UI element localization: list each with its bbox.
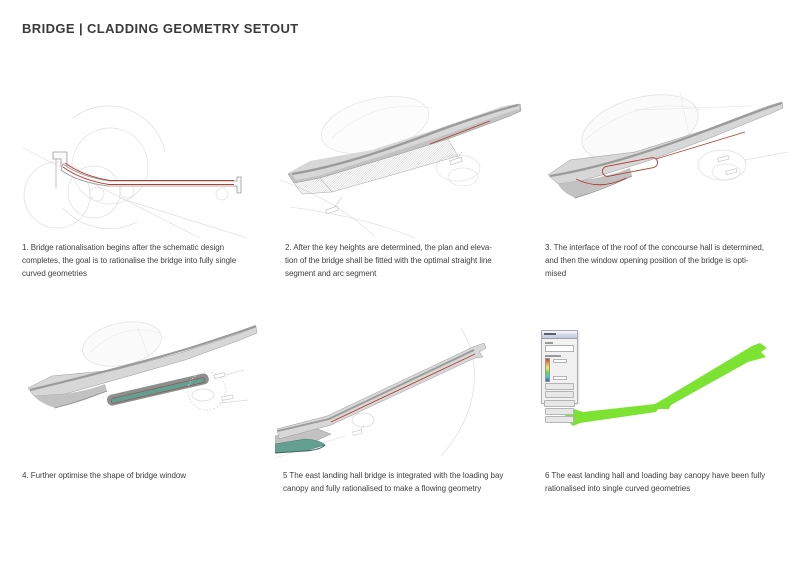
auto-range-button [545,383,574,390]
scale-max-field [553,359,567,363]
caption-line: mised [545,269,567,278]
panel-label [545,342,553,344]
construction-circles [23,106,247,238]
teal-window [111,377,206,403]
panel-title-bar [542,333,577,339]
caption-line: 4. Further optimise the shape of bridge window [22,471,187,480]
caption-line: segment and arc segment [285,269,377,278]
figure-3-caption [545,241,797,280]
style-dropdown [545,345,574,352]
figure-1-caption [22,241,274,280]
curvature-analysis-panel [541,330,578,404]
figure-5-integrated-bridge-diagram [275,308,530,460]
caption-line: completes, the goal is to rationalise the bridge into fully single [22,256,237,265]
remove-objects-button [545,416,574,423]
max-range-button [545,391,574,398]
adjust-mesh-button [544,400,575,407]
scale-min-field [553,376,567,380]
figure-6-caption [545,469,797,495]
caption-line: curved geometries [22,269,87,278]
caption-line: 3. The interface of the roof of the concourse hall is determined, [545,243,764,252]
caption-line: rationalised into single curved geometries [545,484,691,493]
figure-3-window-position-diagram [540,80,790,238]
figure-2-caption [285,241,537,280]
dimension-tag [353,430,363,436]
add-objects-button [545,408,574,415]
bridge-body [275,343,486,453]
figure-4-caption [22,469,274,482]
dimension-tags [718,156,738,175]
figure-4-window-shape-diagram [10,308,265,460]
caption-line: tion of the bridge shall be fitted with the optimal straight line [285,256,492,265]
construction-circle [352,413,374,432]
figure-1-elevation-diagram [15,80,265,238]
figure-6-curvature-analysis-diagram [535,308,790,460]
caption-line: 2. After the key heights are determined, the plan and eleva- [285,243,492,252]
construction-circles [698,150,788,180]
figure-2-fitted-segments-diagram [280,80,530,238]
caption-line: 6 The east landing hall and loading bay canopy have been fully [545,471,766,480]
caption-line: canopy and fully rationalised to make a flowing geometry [283,484,482,493]
dimension-tags [214,373,234,401]
caption-line: 1. Bridge rationalisation begins after the schematic design [22,243,225,252]
curvature-scale-label [545,355,561,357]
figure-5-caption [283,469,535,495]
caption-line: 5 The east landing hall bridge is integrated with the loading bay [283,471,504,480]
caption-line: and then the window opening position of the bridge is opti- [545,256,749,265]
page-title: BRIDGE | CLADDING GEOMETRY SETOUT [22,21,299,36]
red-setout-line [331,354,475,422]
curvature-scale-gradient [545,358,550,382]
